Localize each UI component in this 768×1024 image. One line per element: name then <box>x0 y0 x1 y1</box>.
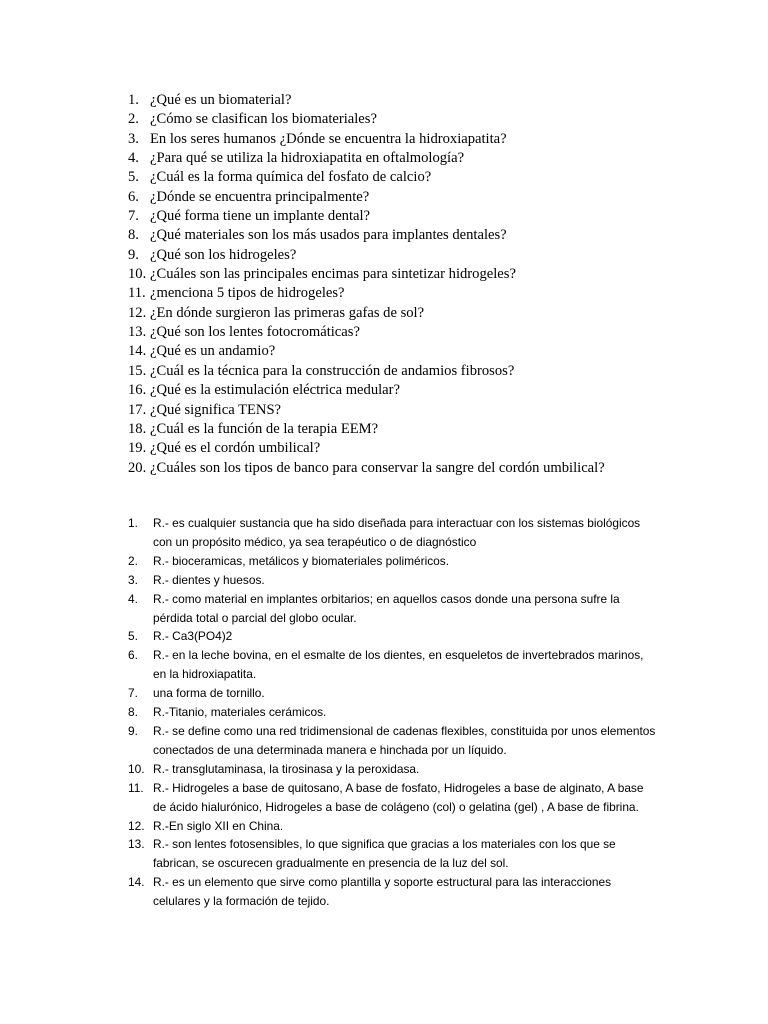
answer-number: 6. <box>128 648 138 663</box>
question-text: ¿Cuál es la forma química del fosfato de calcio? <box>150 169 432 186</box>
answer-text: R.- en la leche bovina, en el esmalte de los dientes, en esqueletos de invertebrados marinos, en la hidroxiapatita. <box>153 648 644 682</box>
answer-number: 3. <box>128 572 138 587</box>
question-number: 5. <box>128 169 139 186</box>
answer-item <box>128 571 658 590</box>
answer-number: 4. <box>128 591 138 606</box>
answer-text: una forma de tornillo. <box>153 686 265 701</box>
question-number: 14. <box>128 343 147 360</box>
answer-number: 2. <box>128 553 138 568</box>
question-number: 3. <box>128 130 139 147</box>
answer-item <box>128 684 658 703</box>
question-number: 4. <box>128 150 139 167</box>
question-number: 7. <box>128 208 139 225</box>
answer-text: R.- Hidrogeles a base de quitosano, A base de fosfato, Hidrogeles a base de alginato, A base de ácido hialurónico, Hidrogeles a base de colágeno (col) o gelatina (gel) , A base de fibrina. <box>153 780 644 814</box>
question-number: 18. <box>128 420 147 437</box>
question-number: 17. <box>128 401 147 418</box>
question-item <box>128 91 728 110</box>
answer-text: R.- es un elemento que sirve como plantilla y soporte estructural para las interacciones celulares y la formación de tejido. <box>153 875 612 909</box>
answer-number: 8. <box>128 705 138 720</box>
question-number: 15. <box>128 362 147 379</box>
question-number: 13. <box>128 324 147 341</box>
question-text: ¿Qué es un andamio? <box>150 343 276 360</box>
answer-text: R.- es cualquier sustancia que ha sido diseñada para interactuar con los sistemas biológicos con un propósito médico, ya sea terapéutico o de diagnóstico <box>153 516 641 549</box>
question-text: ¿Qué es el cordón umbilical? <box>150 440 321 457</box>
answer-item <box>128 835 658 873</box>
question-item <box>128 439 728 458</box>
question-text: ¿Dónde se encuentra principalmente? <box>150 188 370 205</box>
question-item <box>128 168 728 187</box>
answer-item <box>128 552 658 571</box>
questions-list <box>128 91 728 478</box>
question-text: ¿Para qué se utiliza la hidroxiapatita en oftalmología? <box>150 150 465 167</box>
answer-text: R.- como material en implantes orbitarios; en aquellos casos donde una persona sufre la pérdida total o parcial del globo ocular. <box>153 591 620 625</box>
answer-text: R.-Titanio, materiales cerámicos. <box>153 705 327 720</box>
question-item <box>128 304 728 323</box>
question-item <box>128 420 728 439</box>
question-text: ¿menciona 5 tipos de hidrogeles? <box>150 285 345 302</box>
answer-number: 9. <box>128 723 138 738</box>
question-text: ¿Cuáles son los tipos de banco para conservar la sangre del cordón umbilical? <box>150 459 605 476</box>
question-number: 20. <box>128 459 147 476</box>
question-item <box>128 381 728 400</box>
question-item <box>128 401 728 420</box>
question-text: ¿En dónde surgieron las primeras gafas de sol? <box>150 304 425 321</box>
answer-number: 12. <box>128 818 145 833</box>
answer-item <box>128 627 658 646</box>
answer-text: R.- son lentes fotosensibles, lo que significa que gracias a los materiales con los que se fabrican, se oscurecen gradualmente en presencia de la luz del sol. <box>153 837 616 871</box>
question-number: 19. <box>128 440 147 457</box>
question-text: ¿Cuáles son las principales encimas para sintetizar hidrogeles? <box>150 266 516 283</box>
question-number: 9. <box>128 246 139 263</box>
answer-number: 14. <box>128 875 145 890</box>
question-number: 2. <box>128 111 139 128</box>
question-item <box>128 130 728 149</box>
question-item <box>128 207 728 226</box>
answer-item <box>128 646 658 684</box>
answer-item <box>128 590 658 628</box>
answer-number: 10. <box>128 761 145 776</box>
answer-number: 13. <box>128 837 145 852</box>
question-text: ¿Cuál es la función de la terapia EEM? <box>150 420 379 437</box>
answer-text: R.- se define como una red tridimensional de cadenas flexibles, constituida por unos elementos conectados de una determinada manera e hinchada por un líquido. <box>153 723 656 757</box>
question-text: ¿Qué es la estimulación eléctrica medular? <box>150 382 400 399</box>
answer-item <box>128 722 658 760</box>
question-item <box>128 226 728 245</box>
question-item <box>128 149 728 168</box>
answer-text: R.- transglutaminasa, la tirosinasa y la peroxidasa. <box>153 761 420 776</box>
question-item <box>128 362 728 381</box>
answer-number: 5. <box>128 629 138 644</box>
answer-number: 11. <box>128 780 144 795</box>
question-number: 8. <box>128 227 139 244</box>
question-text: ¿Qué son los hidrogeles? <box>150 246 297 263</box>
question-item <box>128 110 728 129</box>
answer-text: R.-En siglo XII en China. <box>153 818 284 833</box>
question-item <box>128 342 728 361</box>
question-number: 11. <box>128 285 146 302</box>
question-text: ¿Cuál es la técnica para la construcción de andamios fibrosos? <box>150 362 515 379</box>
answer-text: R.- dientes y huesos. <box>153 572 265 587</box>
question-text: En los seres humanos ¿Dónde se encuentra la hidroxiapatita? <box>150 130 507 147</box>
answer-item <box>128 703 658 722</box>
question-item <box>128 246 728 265</box>
answer-text: R.- Ca3(PO4)2 <box>153 629 233 644</box>
question-number: 1. <box>128 92 139 108</box>
question-item <box>128 265 728 284</box>
question-item <box>128 459 728 478</box>
question-number: 10. <box>128 266 147 283</box>
question-text: ¿Qué son los lentes fotocromáticas? <box>150 324 360 341</box>
answers-list <box>128 514 658 911</box>
answer-number: 7. <box>128 686 138 701</box>
question-item <box>128 284 728 303</box>
question-number: 16. <box>128 382 147 399</box>
question-text: ¿Qué es un biomaterial? <box>150 92 292 108</box>
question-item <box>128 188 728 207</box>
question-text: ¿Qué forma tiene un implante dental? <box>150 208 371 225</box>
question-number: 12. <box>128 304 147 321</box>
question-item <box>128 323 728 342</box>
answer-item <box>128 514 658 552</box>
answer-number: 1. <box>128 516 138 530</box>
question-number: 6. <box>128 188 139 205</box>
answer-item <box>128 760 658 779</box>
answer-item <box>128 873 658 911</box>
question-text: ¿Cómo se clasifican los biomateriales? <box>150 111 377 128</box>
question-text: ¿Qué materiales son los más usados para implantes dentales? <box>150 227 507 244</box>
answer-text: R.- bioceramicas, metálicos y biomateriales poliméricos. <box>153 553 450 568</box>
question-text: ¿Qué significa TENS? <box>150 401 282 418</box>
answer-item <box>128 779 658 817</box>
answer-item <box>128 817 658 836</box>
